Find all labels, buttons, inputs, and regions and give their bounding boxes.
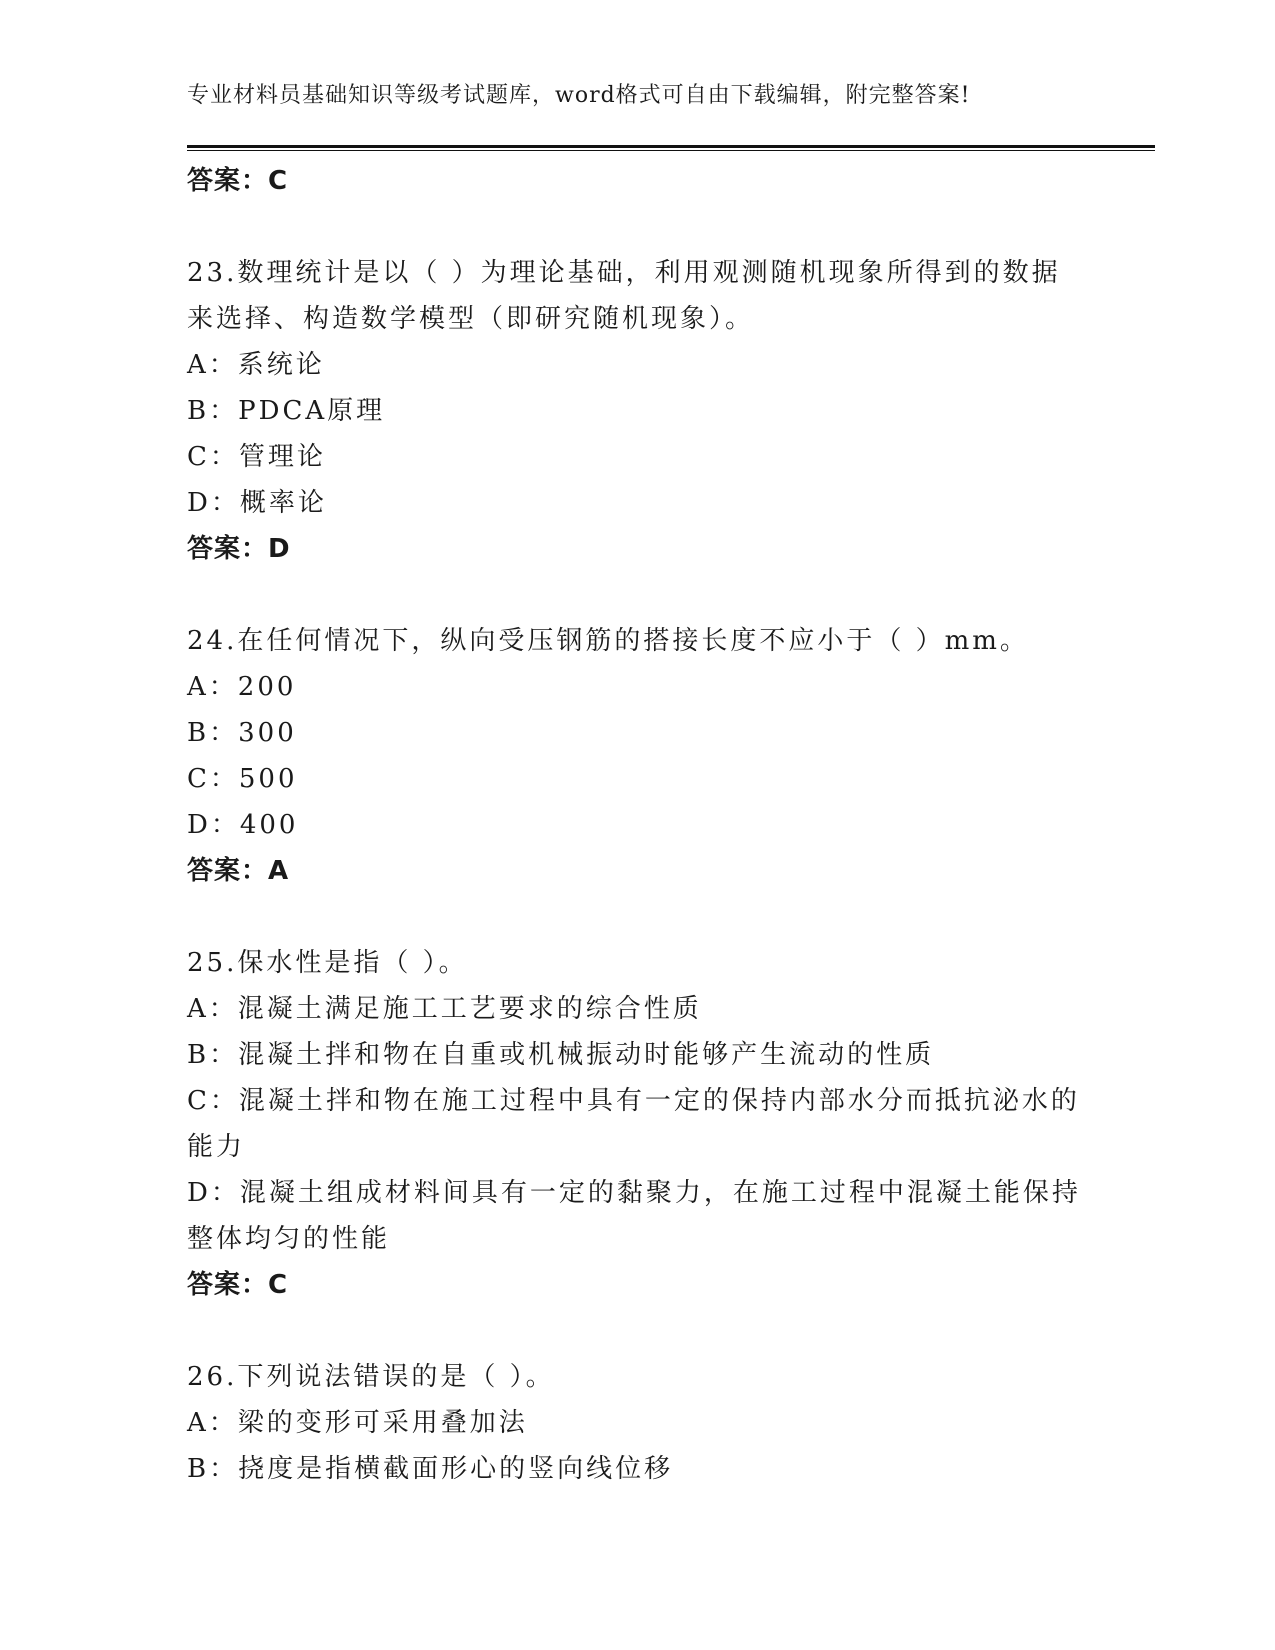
question-24-option-c: C：500 xyxy=(187,764,298,794)
spacer xyxy=(187,1308,1087,1354)
question-24-text: 24.在任何情况下，纵向受压钢筋的搭接长度不应小于（ ）mm。 xyxy=(187,626,1029,656)
question-25-option-b: B：混凝土拌和物在自重或机械振动时能够产生流动的性质 xyxy=(187,1040,935,1070)
answer-24: 答案：A xyxy=(187,856,290,886)
question-25-option-c: C：混凝土拌和物在施工过程中具有一定的保持内部水分而抵抗泌水的能力 xyxy=(187,1086,1080,1162)
question-24 xyxy=(187,618,1087,894)
question-24-option-d: D：400 xyxy=(187,810,299,840)
question-23-option-a: A：系统论 xyxy=(187,350,325,380)
page-header: 专业材料员基础知识等级考试题库，word格式可自由下载编辑，附完整答案! xyxy=(187,83,971,108)
question-23-text: 23.数理统计是以（ ）为理论基础，利用观测随机现象所得到的数据来选择、构造数学模型（即研究随机现象）。 xyxy=(187,258,1061,334)
spacer xyxy=(187,572,1087,618)
question-23-option-c: C：管理论 xyxy=(187,442,326,472)
spacer xyxy=(187,894,1087,940)
answer-25: 答案：C xyxy=(187,1270,289,1300)
question-26-option-b: B：挠度是指横截面形心的竖向线位移 xyxy=(187,1454,674,1484)
header-rule-thin xyxy=(187,150,1155,151)
question-25-text: 25.保水性是指（ ）。 xyxy=(187,948,468,978)
question-23-option-b: B：PDCA原理 xyxy=(187,396,386,426)
question-25-option-d: D：混凝土组成材料间具有一定的黏聚力，在施工过程中混凝土能保持整体均匀的性能 xyxy=(187,1178,1081,1254)
question-23 xyxy=(187,250,1087,572)
spacer xyxy=(187,204,1087,250)
question-26-text: 26.下列说法错误的是（ ）。 xyxy=(187,1362,555,1392)
question-24-option-a: A：200 xyxy=(187,672,297,702)
question-23-option-d: D：概率论 xyxy=(187,488,327,518)
question-24-option-b: B：300 xyxy=(187,718,297,748)
question-26 xyxy=(187,1354,1087,1492)
question-content xyxy=(187,158,1087,1492)
question-26-option-a: A：梁的变形可采用叠加法 xyxy=(187,1408,528,1438)
header-rule-thick xyxy=(187,145,1155,148)
answer-22: 答案：C xyxy=(187,166,289,196)
question-25 xyxy=(187,940,1087,1308)
answer-23: 答案：D xyxy=(187,534,291,564)
question-25-option-a: A：混凝土满足施工工艺要求的综合性质 xyxy=(187,994,702,1024)
